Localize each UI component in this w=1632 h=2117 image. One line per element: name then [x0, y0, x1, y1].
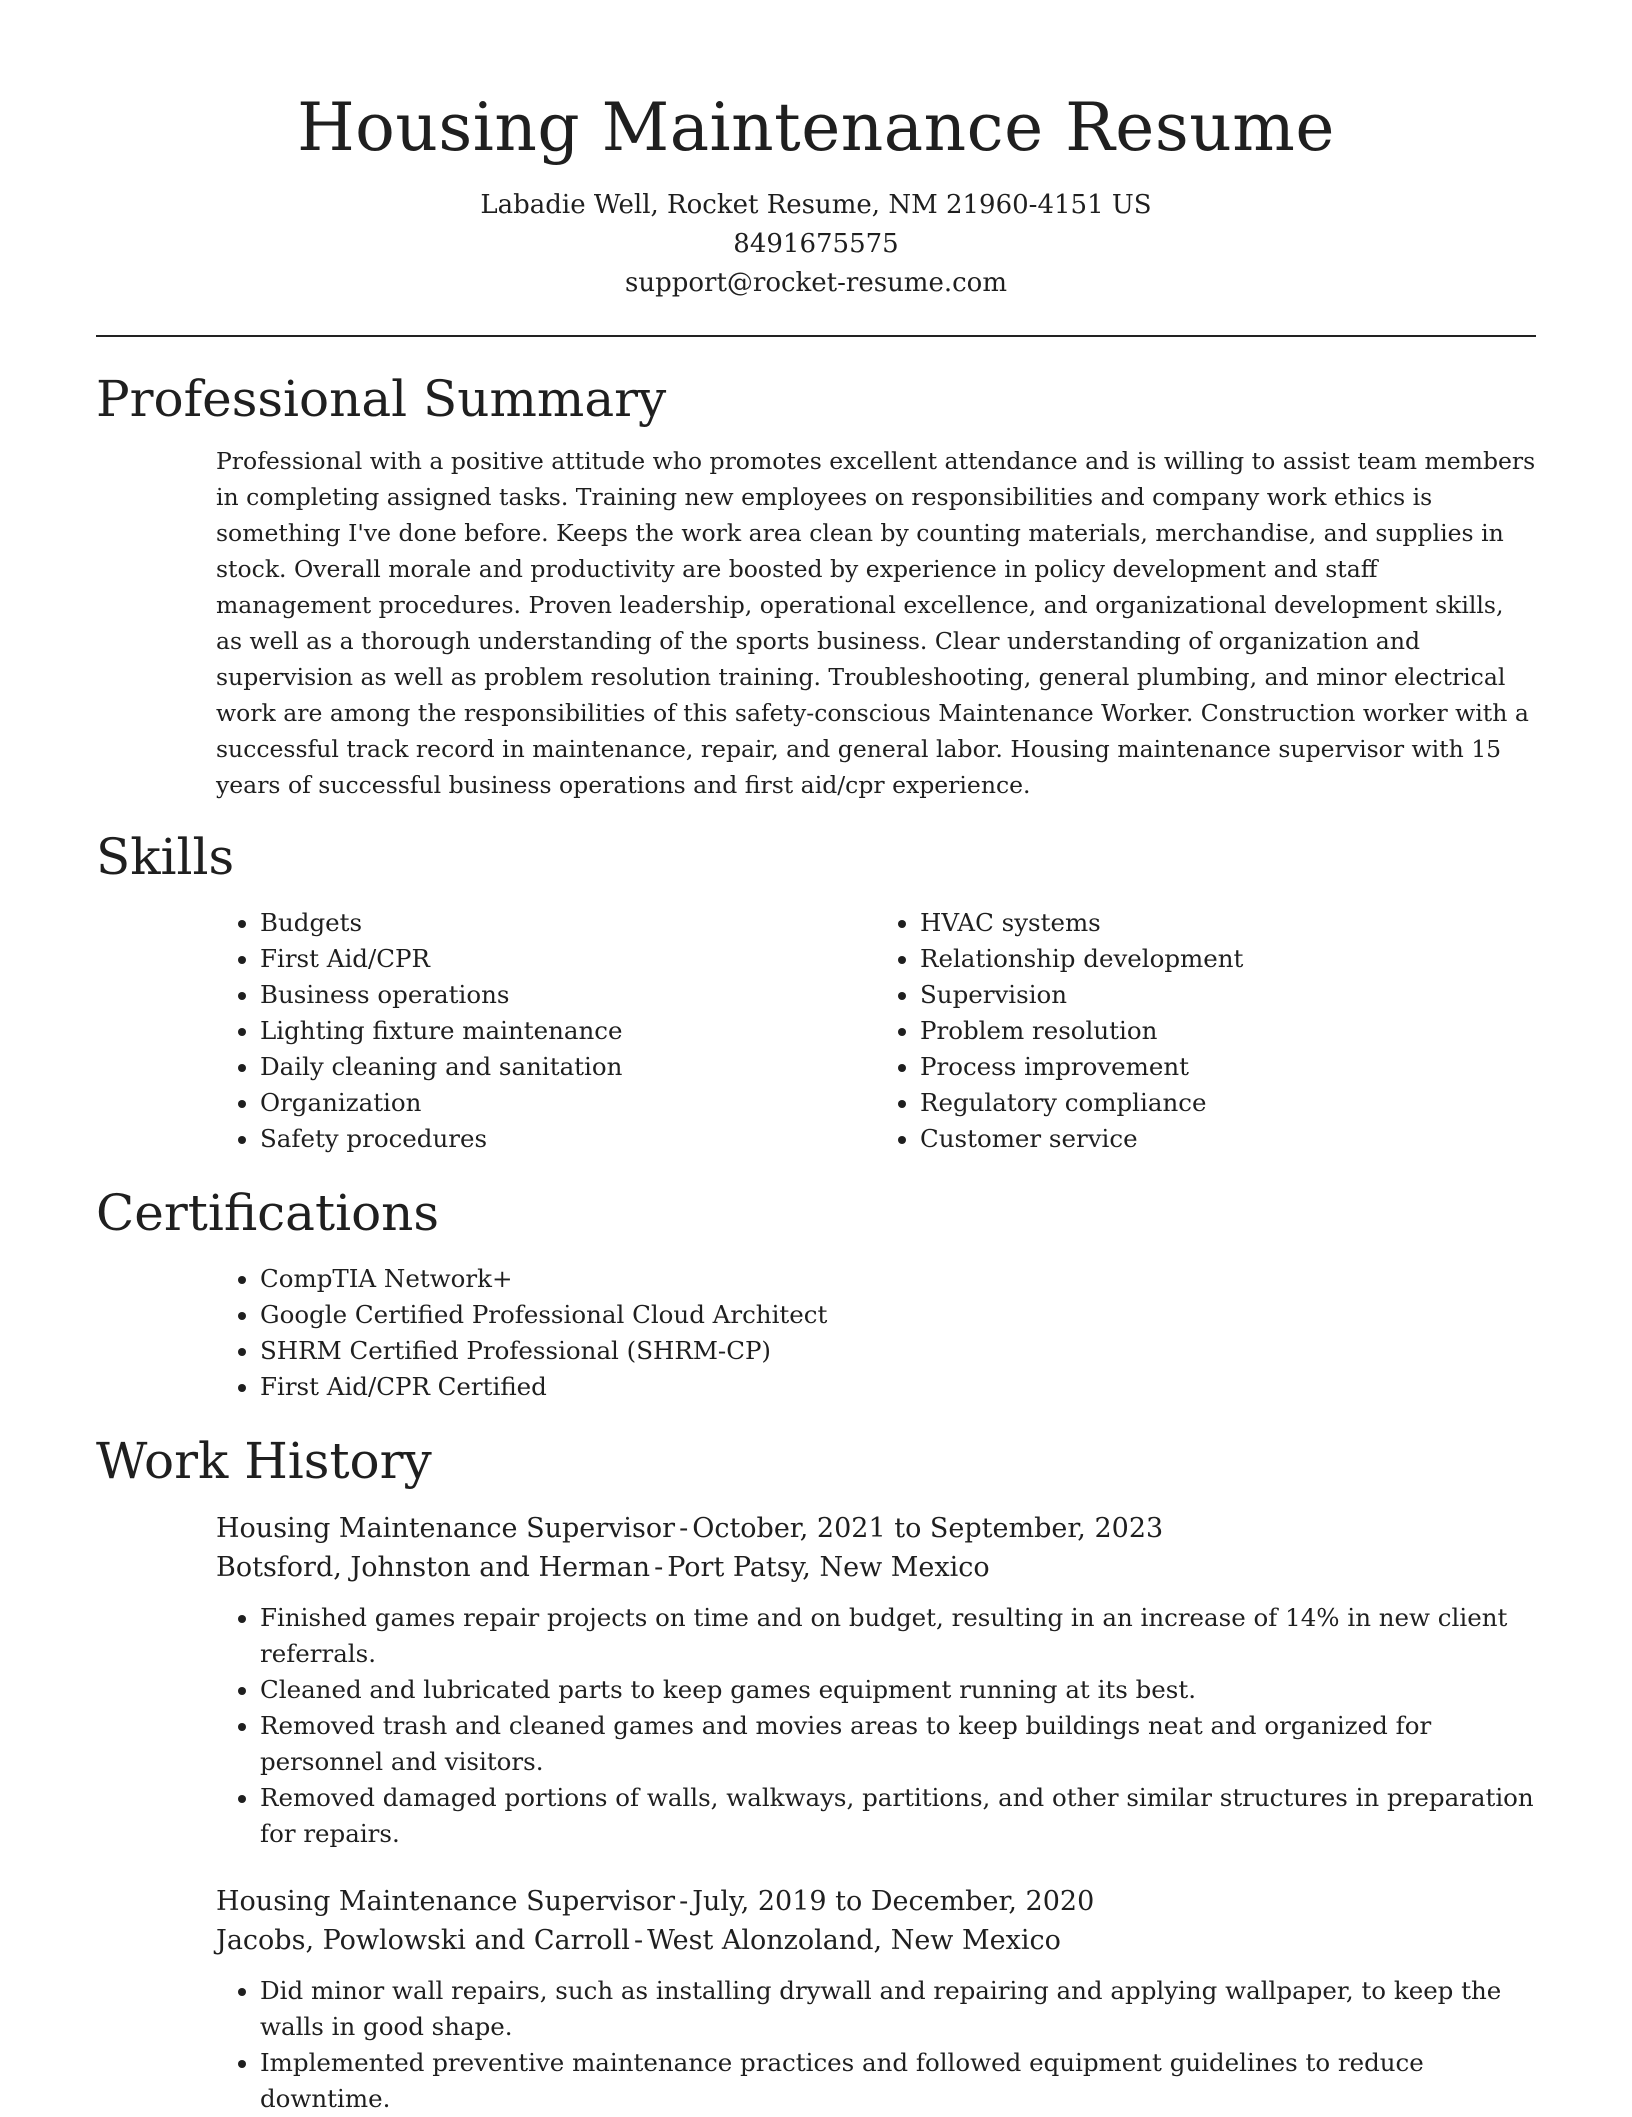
- job-location: West Alonzoland, New Mexico: [647, 1925, 1061, 1956]
- summary-section: [96, 367, 1536, 803]
- skill-item: • Daily cleaning and sanitation: [260, 1049, 876, 1085]
- job-bullet: • Implemented preventive maintenance practices and followed equipment guidelines to reduce downtime.: [260, 2045, 1536, 2117]
- job-title-line: [216, 1509, 1536, 1548]
- job-company: Jacobs, Powlowski and Carroll: [216, 1925, 630, 1956]
- certifications-list: [216, 1261, 1536, 1405]
- skill-item: • Problem resolution: [920, 1013, 1536, 1049]
- job-bullet: • Finished games repair projects on time and on budget, resulting in an increase of 14% in new client referrals.: [260, 1600, 1536, 1672]
- job-position: Housing Maintenance Supervisor: [216, 1886, 676, 1917]
- skill-item: • Relationship development: [920, 941, 1536, 977]
- certification-item: • First Aid/CPR Certified: [260, 1369, 1536, 1405]
- certification-item: • CompTIA Network+: [260, 1261, 1536, 1297]
- resume-title: Housing Maintenance Resume: [297, 89, 1335, 166]
- skills-columns: [216, 905, 1536, 1157]
- contact-email: support@rocket-resume.com: [624, 268, 1007, 298]
- summary-text: Professional with a positive attitude who promotes excellent attendance and is willing to assist team members in completing assigned tasks. Training new employees on responsibilities and company work ethics is something I've done before. Keeps the work area clean by counting materials, merchandise, and supplies in stock. Overall morale and productivity are boosted by experience in policy development and staff management procedures. Proven leadership, operational excellence, and organizational development skills, as well as a thorough understanding of the sports business. Clear understanding of organization and supervision as well as problem resolution training. Troubleshooting, general plumbing, and minor electrical work are among the responsibilities of this safety-conscious Maintenance Worker. Construction worker with a successful track record in maintenance, repair, and general labor. Housing maintenance supervisor with 15 years of successful business operations and first aid/cpr experience.: [216, 447, 1536, 799]
- job-company-line: [216, 1921, 1536, 1960]
- contact-address: Labadie Well, Rocket Resume, NM 21960-4151 US: [480, 190, 1152, 220]
- job-separator: -: [679, 1886, 689, 1917]
- skill-item: • HVAC systems: [920, 905, 1536, 941]
- skill-item: • Business operations: [260, 977, 876, 1013]
- job-company-line: [216, 1548, 1536, 1587]
- work-history-section: [96, 1429, 1536, 2117]
- job-bullets: [216, 1973, 1536, 2117]
- resume-header: [96, 0, 1536, 303]
- job-bullet: • Cleaned and lubricated parts to keep games equipment running at its best.: [260, 1672, 1536, 1708]
- skill-item: • Organization: [260, 1085, 876, 1121]
- certifications-section: [96, 1181, 1536, 1405]
- summary-heading: Professional Summary: [96, 370, 667, 428]
- job-separator: -: [654, 1552, 664, 1583]
- job-bullet: • Removed trash and cleaned games and movies areas to keep buildings neat and organized for personnel and visitors.: [260, 1708, 1536, 1780]
- skill-item: • Budgets: [260, 905, 876, 941]
- job-entry: [216, 1509, 1536, 1852]
- skills-list-right: [876, 905, 1536, 1157]
- contact-phone: 8491675575: [733, 229, 899, 259]
- job-bullet: • Removed damaged portions of walls, walkways, partitions, and other similar structures in preparation for repairs.: [260, 1780, 1536, 1852]
- job-separator: -: [633, 1925, 644, 1956]
- job-bullet: • Did minor wall repairs, such as installing drywall and repairing and applying wallpaper, to keep the walls in good shape.: [260, 1973, 1536, 2045]
- skill-item: • Regulatory compliance: [920, 1085, 1536, 1121]
- skills-section: [96, 825, 1536, 1157]
- skill-item: • Supervision: [920, 977, 1536, 1013]
- certification-item: • Google Certified Professional Cloud Architect: [260, 1297, 1536, 1333]
- job-dates: October, 2021 to September, 2023: [692, 1513, 1164, 1544]
- skill-item: • Process improvement: [920, 1049, 1536, 1085]
- work-history-heading: Work History: [96, 1432, 432, 1490]
- skill-item: • First Aid/CPR: [260, 941, 876, 977]
- skill-item: • Lighting fixture maintenance: [260, 1013, 876, 1049]
- job-title-line: [216, 1882, 1536, 1921]
- header-divider: [96, 335, 1536, 337]
- job-location: Port Patsy, New Mexico: [667, 1552, 990, 1583]
- skills-list-left: [216, 905, 876, 1157]
- job-company: Botsford, Johnston and Herman: [216, 1552, 651, 1583]
- skill-item: • Customer service: [920, 1121, 1536, 1157]
- job-dates: July, 2019 to December, 2020: [692, 1886, 1095, 1917]
- skills-heading: Skills: [96, 828, 235, 886]
- job-separator: -: [679, 1513, 689, 1544]
- job-bullets: [216, 1600, 1536, 1852]
- certification-item: • SHRM Certified Professional (SHRM-CP): [260, 1333, 1536, 1369]
- job-entry: [216, 1882, 1536, 2117]
- skill-item: • Safety procedures: [260, 1121, 876, 1157]
- job-position: Housing Maintenance Supervisor: [216, 1513, 676, 1544]
- contact-block: [96, 186, 1536, 303]
- certifications-heading: Certifications: [96, 1184, 440, 1242]
